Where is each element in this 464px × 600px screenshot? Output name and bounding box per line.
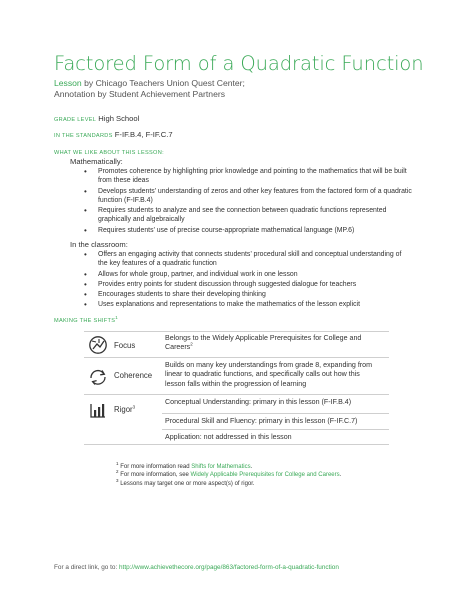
shift-rigor-label: Rigor$^3$ — [114, 404, 136, 414]
shifts-for-math-link[interactable]: Shifts for Mathematics — [191, 464, 251, 470]
footer-link[interactable]: http://www.achievethecore.org/page/863/factored-form-of-a-quadratic-function — [119, 564, 339, 571]
making-shifts-label: MAKING THE SHIFTS$^1$ — [54, 315, 119, 324]
shifts-rule — [84, 357, 389, 358]
shift-focus-label: Focus — [114, 341, 136, 350]
rigor-bars-icon — [88, 400, 108, 420]
list-item: • Allows for whole group, partner, and individual work in one lesson — [82, 270, 412, 279]
list-item: • Requires students to analyze and see the connection between quadratic functions represented graphically and algebraically — [82, 206, 412, 225]
page-title: Factored Form of a Quadratic Function — [54, 52, 424, 75]
shift-focus-desc: Belongs to the Widely Applicable Prerequisites for College and Careers$^2$ — [165, 334, 362, 352]
math-list — [82, 167, 412, 236]
byline — [54, 78, 245, 100]
standards-value: F-IF.B.4, F-IF.C.7 — [114, 130, 173, 139]
coherence-arrows-icon — [88, 366, 108, 386]
rigor-conceptual: Conceptual Understanding: primary in this lesson (F-IF.B.4) — [165, 398, 352, 406]
shifts-rule — [84, 444, 389, 445]
footer-prefix: For a direct link, go to: — [54, 564, 119, 571]
standards — [54, 130, 173, 139]
footnote-2: $^2$ For more information, see Widely Applicable Prerequisites for College and Careers. — [116, 469, 342, 479]
page-footer — [54, 564, 339, 571]
list-item: • Encourages students to share their developing thinking — [82, 290, 412, 299]
grade-level-label: GRADE LEVEL — [54, 117, 97, 123]
list-item: • Uses explanations and representations to make the mathematics of the lesson explicit — [82, 300, 412, 309]
shifts-rule — [84, 394, 389, 395]
rigor-application: Application: not addressed in this lesson — [165, 433, 292, 441]
grade-level-value: High School — [98, 114, 140, 123]
list-item: • Promotes coherence by highlighting prior knowledge and pointing to the mathematics that will be built from these ideas — [82, 167, 412, 186]
math-heading: Mathematically: — [70, 157, 123, 166]
focus-target-icon — [88, 335, 108, 355]
shifts-rule — [162, 429, 389, 430]
byline-annotation: Annotation by Student Achievement Partners — [54, 89, 226, 99]
classroom-list — [82, 250, 412, 311]
byline-author: by Chicago Teachers Union Quest Center; — [81, 78, 245, 88]
grade-level — [54, 114, 139, 123]
shift-coherence-label: Coherence — [114, 371, 153, 380]
rigor-procedural: Procedural Skill and Fluency: primary in this lesson (F-IF.C.7) — [165, 417, 358, 425]
prerequisites-link[interactable]: Widely Applicable Prerequisites for College and Careers — [190, 472, 340, 479]
lesson-link[interactable]: Lesson — [54, 78, 82, 88]
footnotes — [116, 463, 341, 488]
footnote-1: $^1$ For more information read Shifts for Mathematics. — [116, 461, 253, 470]
shifts-rule — [162, 413, 389, 414]
standards-label: IN THE STANDARDS — [54, 133, 113, 139]
list-item: • Offers an engaging activity that connects students’ procedural skill and conceptual understanding of the key features of a quadratic function — [82, 250, 412, 269]
classroom-heading: In the classroom: — [70, 240, 128, 249]
footnote-3: $^3$ Lessons may target one or more aspect(s) of rigor. — [116, 477, 255, 487]
list-item: • Develops students’ understanding of zeros and other key features from the factored form of a quadratic function (F-IF.B.4) — [82, 187, 412, 206]
list-item: • Provides entry points for student discussion through suggested dialogue for teachers — [82, 280, 412, 289]
list-item: • Requires students’ use of precise course-appropriate mathematical language (MP.6) — [82, 226, 412, 235]
shifts-rule — [84, 331, 389, 332]
shift-coherence-desc: Builds on many key understandings from grade 8, expanding from linear to quadratic functions, and specifically calls out how this lesson falls within the progression of learning — [165, 361, 373, 388]
what-we-like-label: WHAT WE LIKE ABOUT THIS LESSON: — [54, 150, 164, 156]
